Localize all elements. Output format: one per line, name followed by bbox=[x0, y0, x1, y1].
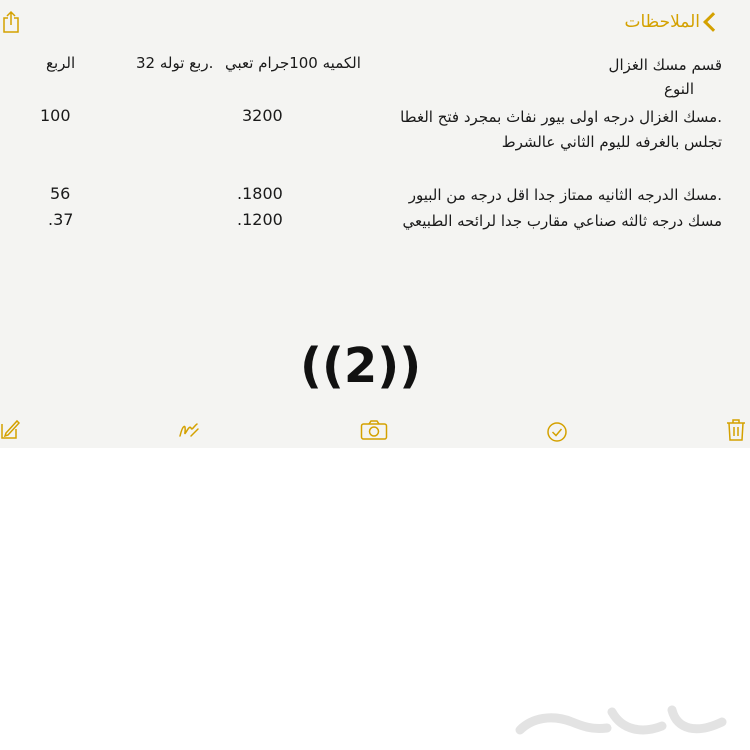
compose-icon[interactable] bbox=[0, 418, 20, 444]
page-number-label: ((2)) bbox=[300, 338, 422, 394]
watermark-logo bbox=[512, 700, 732, 740]
row-quarter: .37 bbox=[48, 210, 74, 229]
row-desc: مسك الغزال درجه اولى بيور نفاث بمجرد فتح الغطا. bbox=[400, 108, 722, 126]
row-price: .1800 bbox=[237, 184, 283, 203]
tola-header: 32 ربع توله. bbox=[136, 54, 214, 72]
share-icon[interactable] bbox=[2, 10, 20, 34]
row-desc: مسك الدرجه الثانيه ممتاز جدا اقل درجه من البيور. bbox=[408, 186, 722, 204]
section-title: قسم مسك الغزال bbox=[608, 56, 722, 74]
quantity-header: الكميه 100جرام تعبي bbox=[225, 54, 361, 72]
type-header: النوع bbox=[664, 80, 694, 98]
row-quarter: 100 bbox=[40, 106, 71, 125]
row-price: .1200 bbox=[237, 210, 283, 229]
chevron-left-icon bbox=[703, 12, 723, 32]
row-desc: مسك درجه ثالثه صناعي مقارب جدا لرائحه الطبيعي bbox=[402, 212, 722, 230]
draw-icon[interactable] bbox=[177, 418, 201, 444]
camera-icon[interactable] bbox=[360, 419, 388, 445]
row-price: 3200 bbox=[242, 106, 283, 125]
row-quarter: 56 bbox=[50, 184, 71, 203]
back-label[interactable]: الملاحظات bbox=[624, 12, 700, 32]
row-desc: تجلس بالغرفه لليوم الثاني عالشرط bbox=[501, 133, 722, 151]
checklist-icon[interactable] bbox=[546, 421, 568, 447]
trash-icon[interactable] bbox=[725, 418, 747, 446]
quarter-header: الربع bbox=[46, 54, 76, 72]
back-button[interactable] bbox=[706, 8, 726, 36]
